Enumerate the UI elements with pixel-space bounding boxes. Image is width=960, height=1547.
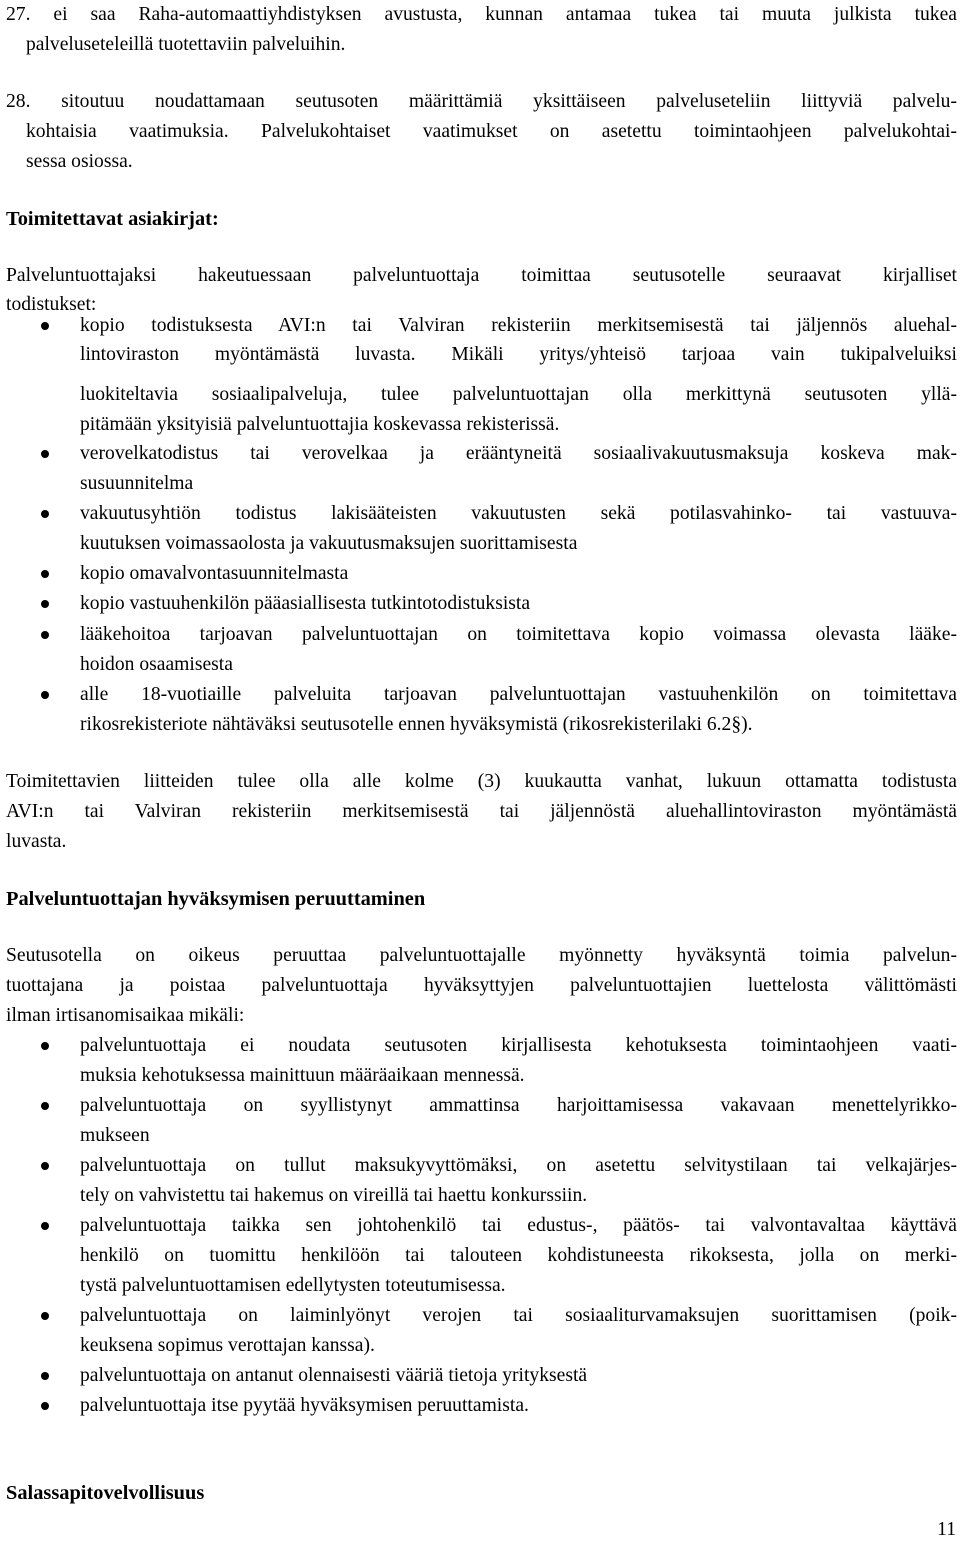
- revocation-bullet-2-line-1: palveluntuottaja on syyllistynyt ammattinsa harjoittamisessa vakavaan menettelyrikko-: [80, 1095, 957, 1116]
- bullet-icon: [40, 589, 54, 603]
- documents-intro-line-1: Palveluntuottajaksi hakeutuessaan palveluntuottaja toimittaa seutusotelle seuraavat kirjalliset: [6, 265, 957, 286]
- documents-bullet-6-line-1: lääkehoitoa tarjoavan palveluntuottajan on toimitettava kopio voimassa olevasta lääke-: [80, 624, 957, 645]
- attachments-note-line-1: Toimitettavien liitteiden tulee olla alle kolme (3) kuukautta vanhat, lukuun ottamatta todistusta: [6, 771, 957, 792]
- section-heading-documents: Toimitettavat asiakirjat:: [6, 208, 219, 230]
- attachments-note-line-3: luvasta.: [6, 831, 67, 852]
- item-28-line-1: 28. sitoutuu noudattamaan seutusoten määrittämiä yksittäiseen palveluseteliin liittyviä palvelu-: [6, 91, 957, 112]
- bullet-icon: [40, 680, 54, 694]
- revocation-bullet-1-line-2: muksia kehotuksessa mainittuun määräaikaan mennessä.: [80, 1065, 525, 1086]
- documents-bullet-2-line-1: verovelkatodistus tai verovelkaa ja erääntyneitä sosiaalivakuutusmaksuja koskeva mak-: [80, 443, 957, 464]
- revocation-bullet-4-line-1: palveluntuottaja taikka sen johtohenkilö tai edustus-, päätös- tai valvontavaltaa käyttävä: [80, 1215, 957, 1236]
- item-27-line-2: palveluseteleillä tuotettaviin palveluihin.: [26, 34, 346, 55]
- bullet-icon: [40, 311, 54, 325]
- bullet-icon: [40, 1211, 54, 1225]
- item-28-line-3: sessa osiossa.: [26, 151, 133, 172]
- section-heading-revocation: Palveluntuottajan hyväksymisen peruuttaminen: [6, 888, 426, 910]
- documents-bullet-2-line-2: susuunnitelma: [80, 473, 194, 494]
- bullet-icon: [40, 499, 54, 513]
- bullet-icon: [40, 1151, 54, 1165]
- bullet-icon: [40, 1391, 54, 1405]
- revocation-bullet-3-line-2: tely on vahvistettu tai hakemus on vireillä tai haettu konkurssiin.: [80, 1185, 588, 1206]
- revocation-intro-line-2: tuottajana ja poistaa palveluntuottaja hyväksyttyjen palveluntuottajien luettelosta välittömästi: [6, 975, 957, 996]
- revocation-bullet-4-line-3: tystä palveluntuottamisen edellytysten toteutumisessa.: [80, 1275, 506, 1296]
- bullet-icon: [40, 1301, 54, 1315]
- bullet-icon: [40, 1091, 54, 1105]
- revocation-bullet-3-line-1: palveluntuottaja on tullut maksukyvyttömäksi, on asetettu selvitystilaan tai velkajärjes-: [80, 1155, 957, 1176]
- documents-bullet-6-line-2: hoidon osaamisesta: [80, 654, 233, 675]
- documents-bullet-3-line-2: kuutuksen voimassaolosta ja vakuutusmaksujen suorittamisesta: [80, 533, 578, 554]
- documents-bullet-7-line-1: alle 18-vuotiaille palveluita tarjoavan palveluntuottajan vastuuhenkilön on toimitettava: [80, 684, 957, 705]
- section-heading-confidentiality: Salassapitovelvollisuus: [6, 1482, 205, 1504]
- revocation-bullet-2-line-2: mukseen: [80, 1125, 150, 1146]
- revocation-bullet-4-line-2: henkilö on tuomittu henkilöön tai talouteen kohdistuneesta rikoksesta, jolla on merki-: [80, 1245, 957, 1266]
- documents-bullet-1-line-2: lintoviraston myöntämästä luvasta. Mikäli yritys/yhteisö tarjoaa vain tukipalveluiksi: [80, 344, 957, 365]
- bullet-icon: [40, 1031, 54, 1045]
- bullet-icon: [40, 1361, 54, 1375]
- documents-bullet-3-line-1: vakuutusyhtiön todistus lakisääteisten vakuutusten sekä potilasvahinko- tai vastuuva-: [80, 503, 957, 524]
- page-number: 11: [937, 1519, 956, 1540]
- item-27-line-1: 27. ei saa Raha-automaattiyhdistyksen avustusta, kunnan antamaa tukea tai muuta julkista tukea: [6, 4, 957, 25]
- documents-bullet-1-line-4: pitämään yksityisiä palveluntuottajia koskevassa rekisterissä.: [80, 414, 560, 435]
- documents-intro-line-2: todistukset:: [6, 294, 97, 315]
- documents-bullet-1-line-1: kopio todistuksesta AVI:n tai Valviran rekisteriin merkitsemisestä tai jäljennös aluehal-: [80, 315, 957, 336]
- documents-bullet-7-line-2: rikosrekisteriote nähtäväksi seutusotelle ennen hyväksymistä (rikosrekisterilaki 6.2§).: [80, 714, 753, 735]
- revocation-intro-line-1: Seutusotella on oikeus peruuttaa palveluntuottajalle myönnetty hyväksyntä toimia palvelun-: [6, 945, 957, 966]
- bullet-icon: [40, 439, 54, 453]
- revocation-bullet-1-line-1: palveluntuottaja ei noudata seutusoten kirjallisesta kehotuksesta toimintaohjeen vaati-: [80, 1035, 957, 1056]
- revocation-bullet-5-line-2: keuksena sopimus verottajan kanssa).: [80, 1335, 375, 1356]
- documents-bullet-4-line-1: kopio omavalvontasuunnitelmasta: [80, 563, 349, 584]
- bullet-icon: [40, 559, 54, 573]
- documents-bullet-5-line-1: kopio vastuuhenkilön pääasiallisesta tutkintotodistuksista: [80, 593, 531, 614]
- revocation-bullet-6-line-1: palveluntuottaja on antanut olennaisesti vääriä tietoja yrityksestä: [80, 1365, 588, 1386]
- item-28-line-2: kohtaisia vaatimuksia. Palvelukohtaiset vaatimukset on asetettu toimintaohjeen palvelukohtai-: [26, 121, 957, 142]
- bullet-icon: [40, 620, 54, 634]
- revocation-intro-line-3: ilman irtisanomisaikaa mikäli:: [6, 1005, 245, 1026]
- documents-bullet-1-line-3: luokiteltavia sosiaalipalveluja, tulee palveluntuottajan olla merkittynä seutusoten yllä-: [80, 384, 957, 405]
- attachments-note-line-2: AVI:n tai Valviran rekisteriin merkitsemisestä tai jäljennöstä aluehallintoviraston myöntämästä: [6, 801, 957, 822]
- revocation-bullet-5-line-1: palveluntuottaja on laiminlyönyt verojen tai sosiaaliturvamaksujen suorittamisen (poik-: [80, 1305, 957, 1326]
- revocation-bullet-7-line-1: palveluntuottaja itse pyytää hyväksymisen peruuttamista.: [80, 1395, 529, 1416]
